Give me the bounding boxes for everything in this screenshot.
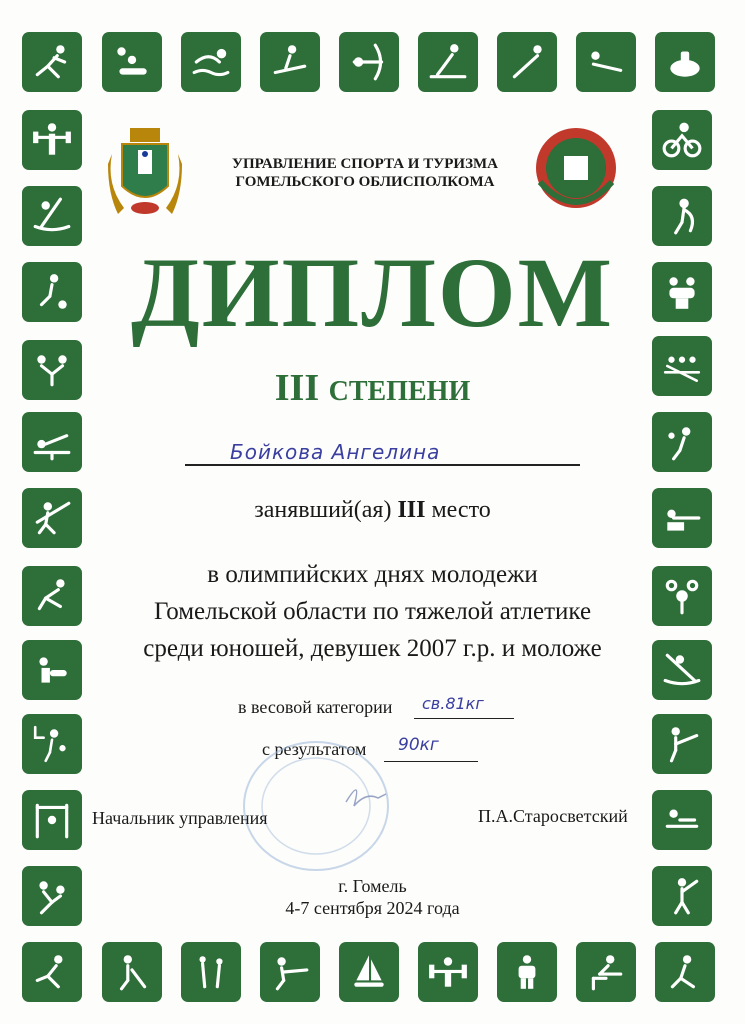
- event-description: [85, 556, 660, 667]
- department-logo: [528, 122, 624, 218]
- athlete-icon: [655, 942, 715, 1002]
- degree-roman: III: [274, 367, 320, 409]
- luge-icon: [576, 32, 636, 92]
- department-line-1: УПРАВЛЕНИЕ СПОРТА И ТУРИЗМА: [232, 156, 498, 172]
- degree-word: СТЕПЕНИ: [328, 376, 471, 407]
- stamp-icon: [236, 736, 396, 876]
- weight-value: св.81кг: [422, 694, 484, 713]
- signatory-position: Начальник управления: [92, 808, 268, 828]
- hurdling-icon: [576, 942, 636, 1002]
- rowing-icon: [652, 336, 712, 396]
- result-label: с результатом: [262, 739, 367, 759]
- name-underline: [185, 464, 580, 466]
- sambo-icon: [652, 790, 712, 850]
- hurdles-runner-icon: [22, 942, 82, 1002]
- kayak-icon: [652, 640, 712, 700]
- placement-suffix: место: [431, 497, 491, 523]
- swimming-icon: [181, 32, 241, 92]
- fencing-figure-icon: [652, 866, 712, 926]
- coat-of-arms-emblem: [104, 124, 186, 220]
- wrestling-hold-icon: [497, 942, 557, 1002]
- signature-icon: [346, 790, 386, 806]
- ski-jump-icon: [497, 32, 557, 92]
- taekwondo-icon: [652, 714, 712, 774]
- tennis-icon: [652, 412, 712, 472]
- judo-icon: [22, 866, 82, 926]
- department-header: [215, 155, 515, 191]
- rings-icon: [652, 566, 712, 626]
- gymnastics-icon: [22, 412, 82, 472]
- weight-label: в весовой категории: [238, 697, 393, 717]
- ski-jumping-icon: [260, 32, 320, 92]
- placement-line: [150, 497, 595, 524]
- football-icon: [22, 262, 82, 322]
- event-line-2: Гомельской области по тяжелой атлетике: [153, 598, 592, 625]
- result-underline: [384, 761, 478, 762]
- canoe-icon: [22, 186, 82, 246]
- skiing-icon: [418, 32, 478, 92]
- archery-icon: [339, 32, 399, 92]
- event-line-1: в олимпийских днях молодежи: [207, 561, 538, 588]
- event-line-3: среди юношей, девушек 2007 г.р. и моложе: [143, 635, 602, 662]
- curling-icon: [655, 32, 715, 92]
- figure-skating-icon: [181, 942, 241, 1002]
- rhythmic-gymnastics-icon: [652, 186, 712, 246]
- speed-skating-icon: [22, 566, 82, 626]
- placement-prefix: занявший(ая): [254, 497, 392, 523]
- city: г. Гомель: [338, 876, 407, 896]
- water-polo-icon: [102, 32, 162, 92]
- wrestling-icon: [22, 340, 82, 400]
- weightlifting-icon: [22, 110, 82, 170]
- basketball-icon: [22, 714, 82, 774]
- dates: 4-7 сентября 2024 года: [285, 898, 460, 918]
- fencing-icon: [260, 942, 320, 1002]
- boxing-icon: [22, 640, 82, 700]
- high-jump-icon: [22, 790, 82, 850]
- cycling-icon: [652, 110, 712, 170]
- sprint-icon: [22, 32, 82, 92]
- recipient-name: Бойкова Ангелина: [230, 440, 441, 464]
- location-date: [250, 875, 495, 919]
- department-line-2: ГОМЕЛЬСКОГО ОБЛИСПОЛКОМА: [235, 174, 495, 190]
- weight-underline: [414, 718, 514, 719]
- result-value: 90кг: [398, 735, 439, 755]
- sailing-icon: [339, 942, 399, 1002]
- javelin-icon: [22, 488, 82, 548]
- shooting-icon: [652, 488, 712, 548]
- barbell-icon: [418, 942, 478, 1002]
- diploma-title: ДИПЛОМ: [130, 237, 615, 348]
- diploma-degree: [200, 366, 545, 414]
- placement-place: III: [397, 497, 426, 523]
- judo-throw-icon: [652, 262, 712, 322]
- field-hockey-icon: [102, 942, 162, 1002]
- signatory-name: П.А.Старосветский: [478, 806, 628, 826]
